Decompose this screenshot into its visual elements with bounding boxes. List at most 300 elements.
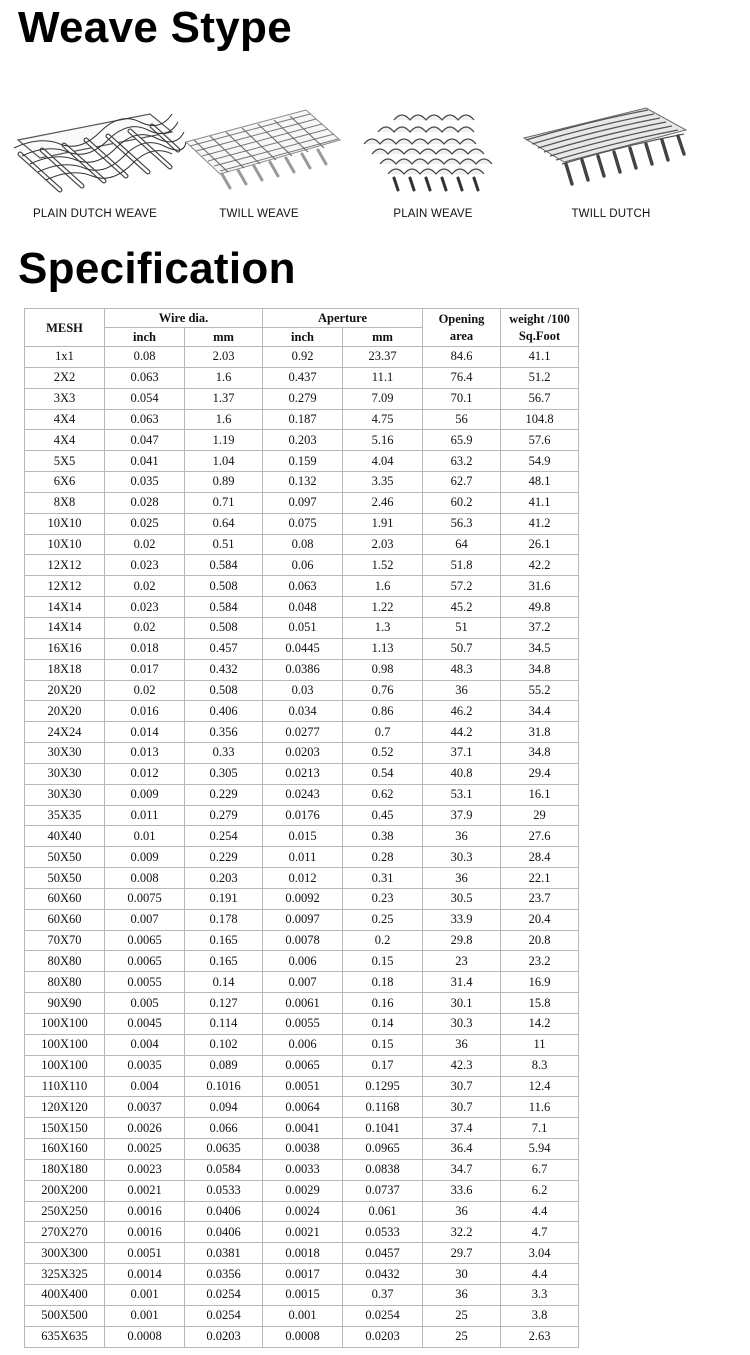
weave-label: TWILL WEAVE — [219, 208, 299, 220]
weight-cell: 22.1 — [501, 868, 579, 889]
aperture-mm-cell: 1.52 — [343, 555, 423, 576]
weight-cell: 41.2 — [501, 513, 579, 534]
aperture-inch-cell: 0.048 — [263, 597, 343, 618]
opening-area-cell: 30.5 — [423, 888, 501, 909]
aperture-inch-cell: 0.0041 — [263, 1118, 343, 1139]
opening-area-cell: 25 — [423, 1305, 501, 1326]
weight-cell: 34.5 — [501, 638, 579, 659]
table-header-row — [25, 309, 579, 328]
weight-cell: 23.2 — [501, 951, 579, 972]
table-row — [25, 1118, 579, 1139]
mesh-cell: 12X12 — [25, 576, 105, 597]
aperture-inch-cell: 0.0386 — [263, 659, 343, 680]
aperture-mm-cell: 4.04 — [343, 451, 423, 472]
weight-cell: 11 — [501, 1034, 579, 1055]
wire-mm-cell: 0.508 — [185, 617, 263, 638]
aperture-header: Aperture — [263, 309, 423, 328]
aperture-mm-cell: 1.22 — [343, 597, 423, 618]
table-row — [25, 1305, 579, 1326]
opening-area-cell: 76.4 — [423, 367, 501, 388]
opening-area-cell: 51 — [423, 617, 501, 638]
aperture-mm-cell: 0.16 — [343, 993, 423, 1014]
aperture-inch-cell: 0.063 — [263, 576, 343, 597]
aperture-mm-cell: 0.0838 — [343, 1159, 423, 1180]
opening-area-cell: 36.4 — [423, 1139, 501, 1160]
aperture-mm-cell: 0.0203 — [343, 1326, 423, 1347]
wire-mm-cell: 0.0356 — [185, 1264, 263, 1285]
mesh-cell: 80X80 — [25, 951, 105, 972]
aperture-mm-cell: 0.25 — [343, 909, 423, 930]
mesh-cell: 40X40 — [25, 826, 105, 847]
opening-area-cell: 33.6 — [423, 1180, 501, 1201]
wire-mm-cell: 0.584 — [185, 597, 263, 618]
table-row — [25, 1326, 579, 1347]
table-row — [25, 638, 579, 659]
table-row — [25, 1097, 579, 1118]
wire-inch-cell: 0.011 — [105, 805, 185, 826]
mesh-cell: 6X6 — [25, 472, 105, 493]
opening-area-cell: 34.7 — [423, 1159, 501, 1180]
aperture-inch-cell: 0.0213 — [263, 763, 343, 784]
wire-inch-cell: 0.004 — [105, 1076, 185, 1097]
aperture-mm-cell: 1.6 — [343, 576, 423, 597]
aperture-inch-cell: 0.0061 — [263, 993, 343, 1014]
aperture-inch-cell: 0.0021 — [263, 1222, 343, 1243]
mesh-cell: 30X30 — [25, 784, 105, 805]
aperture-mm-cell: 23.37 — [343, 347, 423, 368]
aperture-inch-cell: 0.0033 — [263, 1159, 343, 1180]
aperture-inch-cell: 0.0445 — [263, 638, 343, 659]
wire-mm-cell: 0.432 — [185, 659, 263, 680]
mesh-cell: 160X160 — [25, 1139, 105, 1160]
mesh-cell: 3X3 — [25, 388, 105, 409]
wire-dia-header: Wire dia. — [105, 309, 263, 328]
mesh-cell: 20X20 — [25, 680, 105, 701]
aperture-inch-cell: 0.187 — [263, 409, 343, 430]
opening-area-cell: 36 — [423, 868, 501, 889]
table-row — [25, 993, 579, 1014]
opening-area-cell: 32.2 — [423, 1222, 501, 1243]
aperture-mm-cell: 0.7 — [343, 722, 423, 743]
mesh-cell: 14X14 — [25, 617, 105, 638]
plain-dutch-weave-icon — [0, 92, 190, 202]
wire-mm-cell: 1.6 — [185, 367, 263, 388]
aperture-inch-cell: 0.0243 — [263, 784, 343, 805]
weight-cell: 48.1 — [501, 472, 579, 493]
opening-area-cell: 40.8 — [423, 763, 501, 784]
weight-cell: 34.8 — [501, 659, 579, 680]
weight-cell: 4.7 — [501, 1222, 579, 1243]
weight-cell: 37.2 — [501, 617, 579, 638]
table-row — [25, 1243, 579, 1264]
opening-area-cell: 60.2 — [423, 492, 501, 513]
mesh-cell: 70X70 — [25, 930, 105, 951]
table-row — [25, 680, 579, 701]
table-row — [25, 534, 579, 555]
table-row — [25, 430, 579, 451]
aperture-inch-cell: 0.03 — [263, 680, 343, 701]
opening-area-cell: 46.2 — [423, 701, 501, 722]
opening-area-cell: 64 — [423, 534, 501, 555]
mesh-cell: 12X12 — [25, 555, 105, 576]
weight-cell: 12.4 — [501, 1076, 579, 1097]
wire-mm-cell: 0.279 — [185, 805, 263, 826]
weight-cell: 28.4 — [501, 847, 579, 868]
wire-mm-cell: 0.0406 — [185, 1222, 263, 1243]
opening-area-cell: 62.7 — [423, 472, 501, 493]
wire-inch-cell: 0.001 — [105, 1305, 185, 1326]
mesh-cell: 2X2 — [25, 367, 105, 388]
wire-mm-cell: 0.0203 — [185, 1326, 263, 1347]
wire-inch-cell: 0.063 — [105, 409, 185, 430]
mesh-cell: 24X24 — [25, 722, 105, 743]
mesh-cell: 8X8 — [25, 492, 105, 513]
aperture-mm-cell: 0.31 — [343, 868, 423, 889]
table-row — [25, 1284, 579, 1305]
wire-inch-header: inch — [105, 328, 185, 347]
aperture-mm-cell: 0.0533 — [343, 1222, 423, 1243]
table-row — [25, 1034, 579, 1055]
opening-area-cell: 57.2 — [423, 576, 501, 597]
aperture-mm-cell: 0.1168 — [343, 1097, 423, 1118]
weight-cell: 5.94 — [501, 1139, 579, 1160]
wire-inch-cell: 0.0045 — [105, 1014, 185, 1035]
wire-inch-cell: 0.054 — [105, 388, 185, 409]
aperture-inch-cell: 0.0064 — [263, 1097, 343, 1118]
mesh-cell: 200X200 — [25, 1180, 105, 1201]
table-row — [25, 784, 579, 805]
mesh-cell: 300X300 — [25, 1243, 105, 1264]
aperture-mm-cell: 0.0457 — [343, 1243, 423, 1264]
table-row — [25, 388, 579, 409]
wire-mm-cell: 0.64 — [185, 513, 263, 534]
weight-cell: 56.7 — [501, 388, 579, 409]
weight-line2: Sq.Foot — [518, 328, 561, 343]
mesh-cell: 60X60 — [25, 909, 105, 930]
table-row — [25, 409, 579, 430]
wire-inch-cell: 0.0055 — [105, 972, 185, 993]
wire-inch-cell: 0.0051 — [105, 1243, 185, 1264]
opening-area-cell: 29.8 — [423, 930, 501, 951]
wire-inch-cell: 0.0065 — [105, 930, 185, 951]
table-row — [25, 951, 579, 972]
weight-cell: 16.1 — [501, 784, 579, 805]
wire-inch-cell: 0.0016 — [105, 1201, 185, 1222]
opening-area-cell: 30.7 — [423, 1076, 501, 1097]
aperture-mm-cell: 0.17 — [343, 1055, 423, 1076]
table-row — [25, 722, 579, 743]
table-row — [25, 909, 579, 930]
mesh-cell: 400X400 — [25, 1284, 105, 1305]
aperture-inch-cell: 0.0024 — [263, 1201, 343, 1222]
weight-cell: 29 — [501, 805, 579, 826]
aperture-mm-cell: 0.38 — [343, 826, 423, 847]
aperture-inch-cell: 0.0078 — [263, 930, 343, 951]
aperture-mm-cell: 11.1 — [343, 367, 423, 388]
aperture-inch-cell: 0.075 — [263, 513, 343, 534]
table-row — [25, 347, 579, 368]
opening-area-cell: 37.9 — [423, 805, 501, 826]
wire-mm-cell: 0.229 — [185, 784, 263, 805]
wire-mm-cell: 0.14 — [185, 972, 263, 993]
wire-mm-cell: 0.191 — [185, 888, 263, 909]
opening-area-cell: 36 — [423, 1034, 501, 1055]
weight-cell: 31.8 — [501, 722, 579, 743]
weight-cell: 16.9 — [501, 972, 579, 993]
weight-cell: 23.7 — [501, 888, 579, 909]
wire-inch-cell: 0.02 — [105, 534, 185, 555]
opening-area-cell: 23 — [423, 951, 501, 972]
wire-mm-cell: 0.089 — [185, 1055, 263, 1076]
opening-area-cell: 63.2 — [423, 451, 501, 472]
weight-cell: 41.1 — [501, 492, 579, 513]
aperture-mm-cell: 0.52 — [343, 743, 423, 764]
table-row — [25, 555, 579, 576]
weight-cell: 4.4 — [501, 1264, 579, 1285]
wire-mm-cell: 0.0406 — [185, 1201, 263, 1222]
aperture-inch-cell: 0.0055 — [263, 1014, 343, 1035]
wire-inch-cell: 0.0037 — [105, 1097, 185, 1118]
aperture-mm-cell: 0.62 — [343, 784, 423, 805]
aperture-inch-cell: 0.0018 — [263, 1243, 343, 1264]
opening-area-cell: 30.3 — [423, 847, 501, 868]
wire-mm-cell: 0.457 — [185, 638, 263, 659]
aperture-inch-cell: 0.92 — [263, 347, 343, 368]
mesh-cell: 1x1 — [25, 347, 105, 368]
weight-cell: 7.1 — [501, 1118, 579, 1139]
table-row — [25, 888, 579, 909]
weight-cell: 14.2 — [501, 1014, 579, 1035]
wire-inch-cell: 0.0025 — [105, 1139, 185, 1160]
wire-inch-cell: 0.012 — [105, 763, 185, 784]
wire-mm-cell: 0.066 — [185, 1118, 263, 1139]
aperture-inch-cell: 0.0097 — [263, 909, 343, 930]
opening-area-cell: 25 — [423, 1326, 501, 1347]
wire-mm-cell: 0.114 — [185, 1014, 263, 1035]
table-row — [25, 513, 579, 534]
aperture-mm-cell: 5.16 — [343, 430, 423, 451]
aperture-inch-cell: 0.0092 — [263, 888, 343, 909]
aperture-mm-cell: 0.0965 — [343, 1139, 423, 1160]
wire-inch-cell: 0.0065 — [105, 951, 185, 972]
aperture-mm-cell: 0.76 — [343, 680, 423, 701]
weight-cell: 57.6 — [501, 430, 579, 451]
wire-inch-cell: 0.001 — [105, 1284, 185, 1305]
mesh-cell: 100X100 — [25, 1014, 105, 1035]
mesh-cell: 14X14 — [25, 597, 105, 618]
aperture-mm-cell: 0.98 — [343, 659, 423, 680]
wire-mm-cell: 0.094 — [185, 1097, 263, 1118]
aperture-mm-cell: 1.13 — [343, 638, 423, 659]
wire-inch-cell: 0.0075 — [105, 888, 185, 909]
aperture-inch-cell: 0.279 — [263, 388, 343, 409]
table-row — [25, 763, 579, 784]
wire-inch-cell: 0.047 — [105, 430, 185, 451]
weave-plain-dutch — [0, 92, 190, 224]
aperture-inch-cell: 0.011 — [263, 847, 343, 868]
aperture-mm-cell: 0.14 — [343, 1014, 423, 1035]
aperture-inch-cell: 0.0017 — [263, 1264, 343, 1285]
mesh-cell: 120X120 — [25, 1097, 105, 1118]
weight-cell: 3.3 — [501, 1284, 579, 1305]
weight-cell: 55.2 — [501, 680, 579, 701]
mesh-cell: 5X5 — [25, 451, 105, 472]
mesh-cell: 18X18 — [25, 659, 105, 680]
table-body — [25, 347, 579, 1348]
mesh-cell: 4X4 — [25, 409, 105, 430]
aperture-mm-cell: 0.15 — [343, 1034, 423, 1055]
aperture-mm-cell: 0.86 — [343, 701, 423, 722]
table-row — [25, 1222, 579, 1243]
aperture-inch-cell: 0.006 — [263, 951, 343, 972]
wire-mm-cell: 0.51 — [185, 534, 263, 555]
weave-plain — [338, 92, 528, 224]
opening-area-cell: 53.1 — [423, 784, 501, 805]
aperture-mm-cell: 0.45 — [343, 805, 423, 826]
specification-heading: Specification — [18, 244, 296, 293]
table-row — [25, 743, 579, 764]
weight-cell: 4.4 — [501, 1201, 579, 1222]
aperture-mm-cell: 0.2 — [343, 930, 423, 951]
mesh-cell: 16X16 — [25, 638, 105, 659]
opening-area-cell: 30.7 — [423, 1097, 501, 1118]
opening-area-cell: 37.1 — [423, 743, 501, 764]
opening-area-cell: 45.2 — [423, 597, 501, 618]
opening-area-cell: 30.3 — [423, 1014, 501, 1035]
wire-mm-header: mm — [185, 328, 263, 347]
mesh-cell: 10X10 — [25, 513, 105, 534]
wire-mm-cell: 0.178 — [185, 909, 263, 930]
wire-inch-cell: 0.0026 — [105, 1118, 185, 1139]
wire-mm-cell: 0.584 — [185, 555, 263, 576]
table-row — [25, 1139, 579, 1160]
mesh-cell: 30X30 — [25, 743, 105, 764]
mesh-cell: 100X100 — [25, 1055, 105, 1076]
wire-mm-cell: 0.0635 — [185, 1139, 263, 1160]
table-row — [25, 1076, 579, 1097]
wire-inch-cell: 0.041 — [105, 451, 185, 472]
twill-dutch-icon — [516, 92, 706, 202]
wire-mm-cell: 0.89 — [185, 472, 263, 493]
opening-area-cell: 56.3 — [423, 513, 501, 534]
mesh-cell: 35X35 — [25, 805, 105, 826]
mesh-cell: 100X100 — [25, 1034, 105, 1055]
aperture-mm-cell: 0.0432 — [343, 1264, 423, 1285]
wire-inch-cell: 0.014 — [105, 722, 185, 743]
mesh-cell: 500X500 — [25, 1305, 105, 1326]
aperture-inch-cell: 0.007 — [263, 972, 343, 993]
wire-inch-cell: 0.063 — [105, 367, 185, 388]
opening-area-cell: 42.3 — [423, 1055, 501, 1076]
wire-mm-cell: 0.508 — [185, 680, 263, 701]
opening-area-cell: 84.6 — [423, 347, 501, 368]
table-row — [25, 1159, 579, 1180]
aperture-inch-cell: 0.0176 — [263, 805, 343, 826]
opening-area-cell: 51.8 — [423, 555, 501, 576]
mesh-cell: 150X150 — [25, 1118, 105, 1139]
wire-mm-cell: 0.0584 — [185, 1159, 263, 1180]
mesh-cell: 50X50 — [25, 868, 105, 889]
weave-label: PLAIN DUTCH WEAVE — [33, 208, 157, 220]
weight-cell: 34.8 — [501, 743, 579, 764]
table-row — [25, 1014, 579, 1035]
aperture-inch-cell: 0.097 — [263, 492, 343, 513]
aperture-inch-cell: 0.012 — [263, 868, 343, 889]
aperture-inch-cell: 0.0038 — [263, 1139, 343, 1160]
mesh-cell: 180X180 — [25, 1159, 105, 1180]
weight-cell: 8.3 — [501, 1055, 579, 1076]
table-row — [25, 972, 579, 993]
wire-mm-cell: 0.508 — [185, 576, 263, 597]
weave-twill — [164, 92, 354, 224]
wire-mm-cell: 0.203 — [185, 868, 263, 889]
weight-cell: 11.6 — [501, 1097, 579, 1118]
aperture-mm-cell: 4.75 — [343, 409, 423, 430]
wire-inch-cell: 0.016 — [105, 701, 185, 722]
aperture-inch-cell: 0.001 — [263, 1305, 343, 1326]
wire-inch-cell: 0.007 — [105, 909, 185, 930]
aperture-mm-cell: 0.15 — [343, 951, 423, 972]
weight-cell: 3.04 — [501, 1243, 579, 1264]
opening-area-line1: Opening — [438, 311, 485, 326]
opening-area-cell: 37.4 — [423, 1118, 501, 1139]
aperture-inch-cell: 0.203 — [263, 430, 343, 451]
table-row — [25, 930, 579, 951]
opening-area-header — [423, 309, 501, 347]
weave-twill-dutch — [516, 92, 706, 224]
wire-inch-cell: 0.023 — [105, 555, 185, 576]
mesh-cell: 635X635 — [25, 1326, 105, 1347]
opening-area-cell: 48.3 — [423, 659, 501, 680]
wire-mm-cell: 0.0254 — [185, 1305, 263, 1326]
wire-inch-cell: 0.009 — [105, 784, 185, 805]
table-row — [25, 1264, 579, 1285]
aperture-mm-cell: 0.1041 — [343, 1118, 423, 1139]
weight-cell: 31.6 — [501, 576, 579, 597]
opening-area-cell: 50.7 — [423, 638, 501, 659]
aperture-inch-header: inch — [263, 328, 343, 347]
wire-mm-cell: 0.165 — [185, 951, 263, 972]
table-row — [25, 451, 579, 472]
wire-inch-cell: 0.02 — [105, 680, 185, 701]
opening-area-cell: 36 — [423, 680, 501, 701]
weight-cell: 42.2 — [501, 555, 579, 576]
opening-area-cell: 36 — [423, 1201, 501, 1222]
wire-inch-cell: 0.009 — [105, 847, 185, 868]
wire-inch-cell: 0.08 — [105, 347, 185, 368]
mesh-cell: 110X110 — [25, 1076, 105, 1097]
opening-area-cell: 36 — [423, 826, 501, 847]
wire-inch-cell: 0.023 — [105, 597, 185, 618]
wire-inch-cell: 0.0014 — [105, 1264, 185, 1285]
table-row — [25, 659, 579, 680]
aperture-mm-cell: 0.18 — [343, 972, 423, 993]
wire-inch-cell: 0.005 — [105, 993, 185, 1014]
opening-area-cell: 65.9 — [423, 430, 501, 451]
aperture-mm-cell: 3.35 — [343, 472, 423, 493]
plain-weave-icon — [338, 92, 528, 202]
table-row — [25, 576, 579, 597]
aperture-inch-cell: 0.0065 — [263, 1055, 343, 1076]
table-row — [25, 805, 579, 826]
wire-inch-cell: 0.013 — [105, 743, 185, 764]
wire-mm-cell: 0.229 — [185, 847, 263, 868]
table-row — [25, 1055, 579, 1076]
aperture-mm-cell: 0.0737 — [343, 1180, 423, 1201]
opening-area-cell: 36 — [423, 1284, 501, 1305]
wire-mm-cell: 0.0381 — [185, 1243, 263, 1264]
twill-weave-icon — [164, 92, 354, 202]
